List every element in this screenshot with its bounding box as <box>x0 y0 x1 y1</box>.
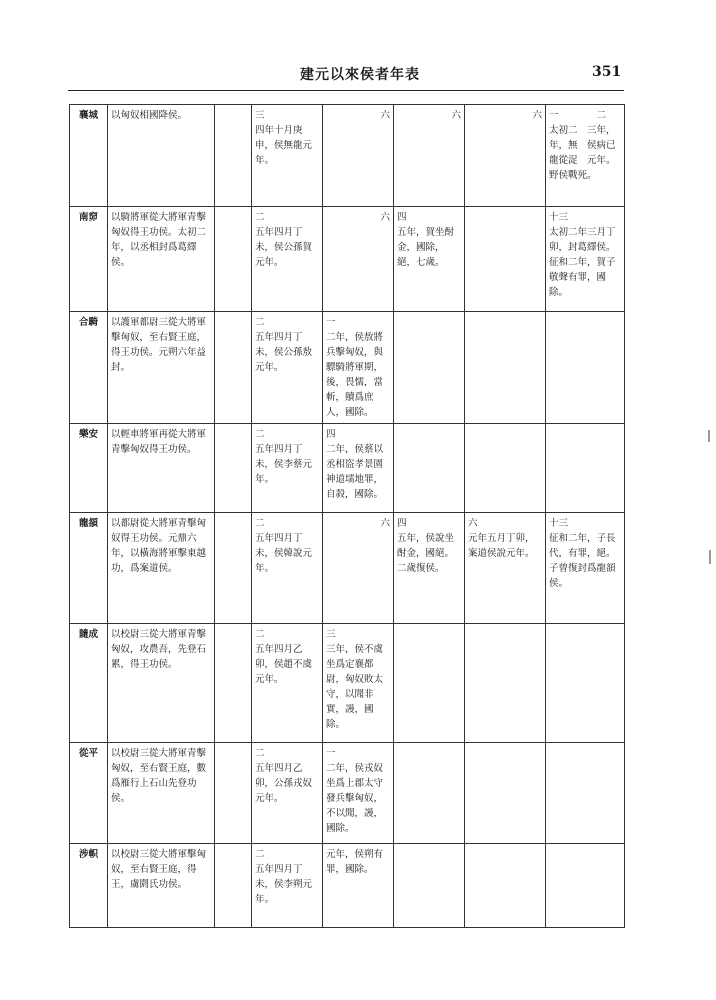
table-cell <box>546 743 625 844</box>
table-cell <box>215 513 252 624</box>
table-cell: 六 <box>465 105 546 207</box>
table-cell: 四 五年，侯說坐酎金，國絕。二歲復侯。 <box>394 513 465 624</box>
table-cell <box>215 207 252 312</box>
marquis-name: 南窌 <box>70 207 108 312</box>
marquis-name: 合騎 <box>70 312 108 424</box>
table-cell: 二 五年四月丁未，侯公孫賀元年。 <box>252 207 323 312</box>
table-cell: 六 <box>323 513 394 624</box>
marquis-name: 隨成 <box>70 624 108 743</box>
table-cell: 六 <box>323 105 394 207</box>
table-cell: 以校尉三從大將軍擊匈奴，至右賢王庭，得王，虜閼氏功侯。 <box>108 844 215 928</box>
table-cell: 二 五年四月丁未，侯李朔元年。 <box>252 844 323 928</box>
table-cell: 以都尉從大將軍青擊匈奴得王功侯。元鼎六年，以橫海將軍擊東越功，爲案道侯。 <box>108 513 215 624</box>
page-header-title: 建元以來侯者年表 <box>300 67 420 83</box>
table-cell: 六 <box>323 207 394 312</box>
table-cell: 四 二年，侯蔡以丞相盜孝景園神道壖地罪，自殺，國除。 <box>323 424 394 513</box>
table-cell <box>465 424 546 513</box>
table-cell <box>215 424 252 513</box>
table-cell: 十三 太初二年三月丁卯，封葛繹侯。征和二年，賀子敬聲有罪，國除。 <box>546 207 625 312</box>
table-cell <box>394 312 465 424</box>
table-cell: 元年，侯朔有罪，國除。 <box>323 844 394 928</box>
table-cell: 二 五年四月乙卯，公孫戎奴元年。 <box>252 743 323 844</box>
table-cell <box>215 743 252 844</box>
table-cell: 四 五年，賀坐酎金，國除，絕，七歲。 <box>394 207 465 312</box>
scan-artifact <box>709 550 711 564</box>
table-cell: 以輕車將軍再從大將軍青擊匈奴得王功侯。 <box>108 424 215 513</box>
table-row <box>70 424 625 513</box>
table-cell: 二 五年四月丁未，侯公孫敖元年。 <box>252 312 323 424</box>
marquis-name: 從平 <box>70 743 108 844</box>
table-cell: 以騎將軍從大將軍青擊匈奴得王功侯。太初二年，以丞相封爲葛繹侯。 <box>108 207 215 312</box>
table-cell: 以校尉三從大將軍青擊匈奴，攻農吾，先登石累，得王功侯。 <box>108 624 215 743</box>
table-cell <box>215 105 252 207</box>
table-cell <box>394 424 465 513</box>
table-cell <box>215 844 252 928</box>
table-cell: 一 二年，侯戎奴坐爲上郡太守發兵擊匈奴，不以聞，謾，國除。 <box>323 743 394 844</box>
table-cell: 二 五年四月乙卯，侯趙不虞元年。 <box>252 624 323 743</box>
table-cell <box>215 312 252 424</box>
marquis-name: 樂安 <box>70 424 108 513</box>
page-number: 351 <box>592 64 622 80</box>
table-cell <box>465 743 546 844</box>
table-cell: 二 五年四月丁未，侯李蔡元年。 <box>252 424 323 513</box>
table-cell <box>394 743 465 844</box>
table-row <box>70 624 625 743</box>
table-cell: 以護軍都尉三從大將軍擊匈奴，至右賢王庭，得王功侯。元朔六年益封。 <box>108 312 215 424</box>
table-cell: 二 五年四月丁未，侯韓說元年。 <box>252 513 323 624</box>
table-row <box>70 844 625 928</box>
table-cell <box>215 624 252 743</box>
table-cell: 三 三年，侯不虞坐爲定襄都尉，匈奴敗太守，以聞非實，謾，國除。 <box>323 624 394 743</box>
table-cell: 六 <box>394 105 465 207</box>
marquis-name: 龍頟 <box>70 513 108 624</box>
table-cell: 六 元年五月丁卯，案道侯說元年。 <box>465 513 546 624</box>
table-cell <box>546 844 625 928</box>
table-cell: 一 二年，侯敖將兵擊匈奴，與驃騎將軍期，後，畏懦，當斬，贖爲庶人，國除。 <box>323 312 394 424</box>
table-cell: 以校尉三從大將軍青擊匈奴，至右賢王庭，數爲雁行上石山先登功侯。 <box>108 743 215 844</box>
table-cell: 十三 征和二年，子長代，有罪，絕。子曾復封爲龍頟侯。 <box>546 513 625 624</box>
table-row <box>70 105 625 207</box>
table-body <box>70 105 625 928</box>
marquis-name: 涉軹 <box>70 844 108 928</box>
table-cell <box>546 424 625 513</box>
table-row <box>70 207 625 312</box>
table-cell <box>394 844 465 928</box>
table-row <box>70 513 625 624</box>
table-cell: 三 四年十月庚申，侯無龍元年。 <box>252 105 323 207</box>
table-cell <box>394 624 465 743</box>
scan-artifact <box>708 430 710 442</box>
table-cell <box>465 624 546 743</box>
table-cell <box>546 312 625 424</box>
header-rule <box>68 90 624 91</box>
table-cell <box>546 624 625 743</box>
chronicle-table <box>69 104 625 928</box>
table-cell <box>465 207 546 312</box>
table-cell <box>465 312 546 424</box>
table-cell: 一 二 太初二 三年，年，無 侯病已龍從浞 元年。野侯戰死。 <box>546 105 625 207</box>
marquis-name: 襄城 <box>70 105 108 207</box>
table-row <box>70 312 625 424</box>
table-cell <box>465 844 546 928</box>
table-row <box>70 743 625 844</box>
table-cell: 以匈奴相國降侯。 <box>108 105 215 207</box>
